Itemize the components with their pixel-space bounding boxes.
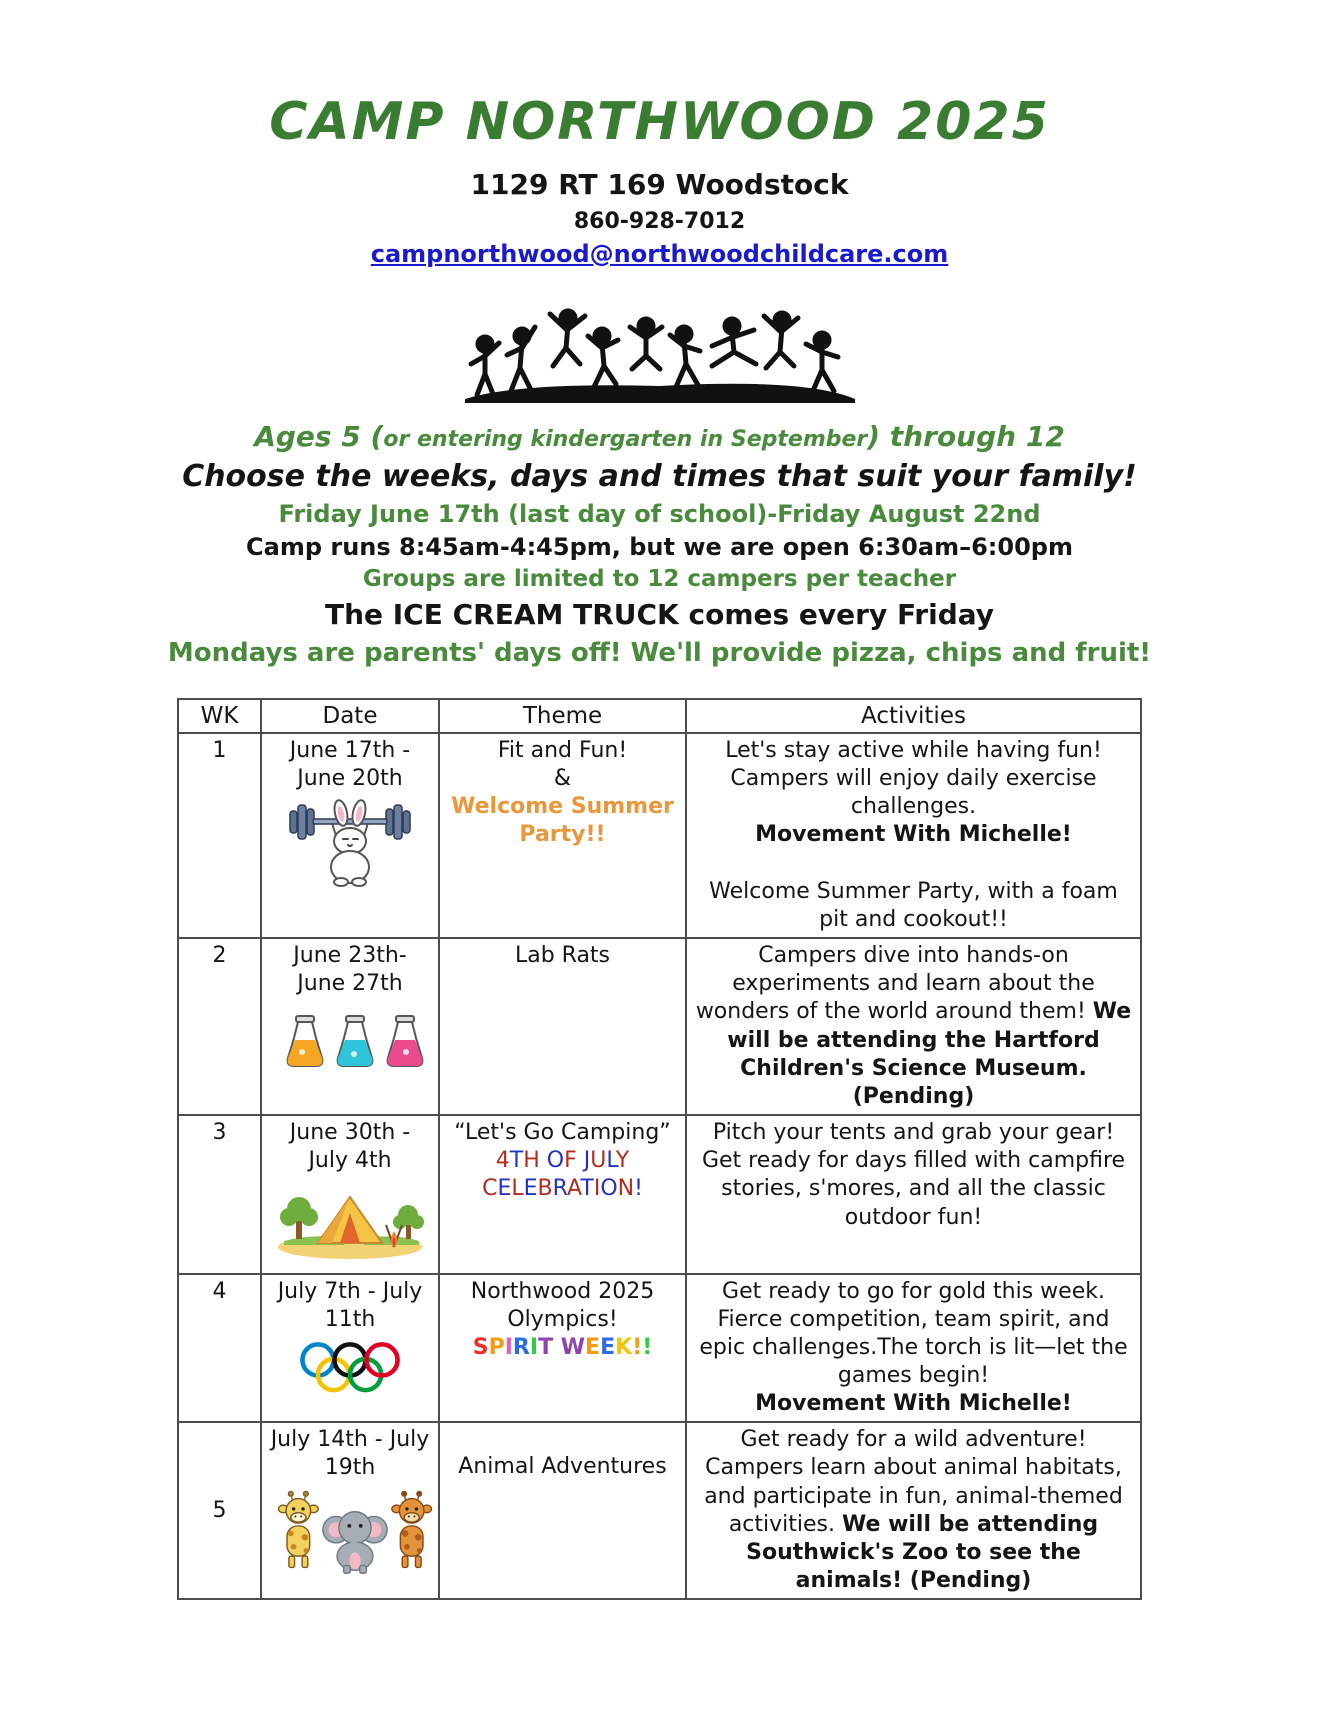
ages-part3: ) through 12 bbox=[867, 420, 1065, 453]
ages-line bbox=[0, 420, 1319, 453]
column-header-theme: Theme bbox=[439, 699, 686, 733]
theme-line-july: 4TH OF JULY bbox=[495, 1148, 630, 1174]
schedule-table bbox=[177, 698, 1142, 1600]
theme-cell bbox=[439, 1274, 686, 1423]
week-number: 1 bbox=[178, 733, 261, 938]
week-number: 4 bbox=[178, 1274, 261, 1423]
date-cell bbox=[261, 1422, 439, 1599]
mondays-line: Mondays are parents' days off! We'll provide pizza, chips and fruit! bbox=[167, 638, 1152, 668]
hours-line: Camp runs 8:45am-4:45pm, but we are open 6:30am–6:00pm bbox=[246, 533, 1073, 561]
date-text: July 14th - July 19th bbox=[270, 1427, 430, 1481]
page-title: CAMP NORTHWOOD 2025 bbox=[269, 92, 1050, 152]
science-flasks-icon bbox=[270, 1002, 430, 1088]
season-dates-line: Friday June 17th (last day of school)-Friday August 22nd bbox=[278, 500, 1041, 528]
ages-part1: Ages 5 ( bbox=[254, 420, 384, 453]
activities-cell: Get ready to go for gold this week. Fierce competition, team spirit, and epic challenges.The torch is lit—let the games begin! Movement With Michelle! bbox=[686, 1274, 1141, 1423]
date-cell bbox=[261, 1274, 439, 1423]
date-text: July 7th - July 11th bbox=[277, 1278, 423, 1332]
date-cell bbox=[261, 938, 439, 1115]
theme-line: “Let's Go Camping” bbox=[454, 1120, 671, 1146]
activities-cell: Let's stay active while having fun! Campers will enjoy daily exercise challenges. Movement With Michelle! Welcome Summer Party, with a foam pit and cookout!! bbox=[686, 733, 1141, 938]
column-header-wk: WK bbox=[178, 699, 261, 733]
theme-line: Animal Adventures bbox=[458, 1454, 667, 1480]
ages-part2: or entering kindergarten in September bbox=[383, 427, 868, 452]
week-number: 5 bbox=[178, 1422, 261, 1599]
email-link[interactable]: campnorthwood@northwoodchildcare.com bbox=[370, 240, 949, 268]
weightlifting-bunny-icon bbox=[270, 797, 430, 897]
date-text: June 30th - July 4th bbox=[289, 1120, 411, 1174]
theme-line: Fit and Fun! bbox=[497, 738, 628, 763]
table-header-row bbox=[178, 699, 1141, 733]
date-cell bbox=[261, 1115, 439, 1273]
theme-line: Northwood 2025 Olympics! bbox=[470, 1278, 655, 1332]
theme-cell bbox=[439, 1115, 686, 1273]
theme-line: & bbox=[553, 766, 572, 792]
column-header-date: Date bbox=[261, 699, 439, 733]
date-cell bbox=[261, 733, 439, 938]
activities-cell: Get ready for a wild adventure! Campers learn about animal habitats, and participate in fun, animal-themed activities. We will be attending Southwick's Zoo to see the animals! (Pending) bbox=[686, 1422, 1141, 1599]
theme-cell bbox=[439, 1422, 686, 1599]
jumping-kids-silhouette-icon bbox=[0, 306, 1319, 410]
week-number: 2 bbox=[178, 938, 261, 1115]
table-row bbox=[178, 1422, 1141, 1599]
table-row bbox=[178, 1274, 1141, 1423]
date-text: June 23th- June 27th bbox=[293, 943, 407, 997]
table-row bbox=[178, 733, 1141, 938]
group-size-line: Groups are limited to 12 campers per teacher bbox=[362, 566, 957, 592]
address-line: 1129 RT 169 Woodstock bbox=[470, 168, 849, 201]
activities-cell: Pitch your tents and grab your gear! Get ready for days filled with campfire stories, s'mores, and all the classic outdoor fun! bbox=[686, 1115, 1141, 1273]
theme-cell bbox=[439, 733, 686, 938]
camping-scene-icon bbox=[270, 1179, 430, 1269]
theme-line-spirit-week: SPIRIT WEEK!! bbox=[472, 1334, 653, 1360]
activities-cell: Campers dive into hands-on experiments and learn about the wonders of the world around them! We will be attending the Hartford Children's Science Museum. (Pending) bbox=[686, 938, 1141, 1115]
theme-cell bbox=[439, 938, 686, 1115]
phone-number: 860-928-7012 bbox=[573, 209, 746, 234]
date-text: June 17th - June 20th bbox=[289, 738, 411, 792]
table-row bbox=[178, 938, 1141, 1115]
theme-line-celebration: CELEBRATION! bbox=[482, 1176, 643, 1202]
olympic-rings-icon bbox=[270, 1338, 430, 1410]
email-line bbox=[0, 240, 1319, 268]
safari-animals-icon bbox=[270, 1487, 430, 1587]
week-number: 3 bbox=[178, 1115, 261, 1273]
theme-line: Lab Rats bbox=[514, 943, 611, 969]
choose-line: Choose the weeks, days and times that suit your family! bbox=[182, 459, 1137, 494]
column-header-activities: Activities bbox=[686, 699, 1141, 733]
theme-line-highlight: Welcome Summer Party!! bbox=[451, 794, 674, 848]
ice-cream-line: The ICE CREAM TRUCK comes every Friday bbox=[324, 598, 995, 631]
table-row bbox=[178, 1115, 1141, 1273]
